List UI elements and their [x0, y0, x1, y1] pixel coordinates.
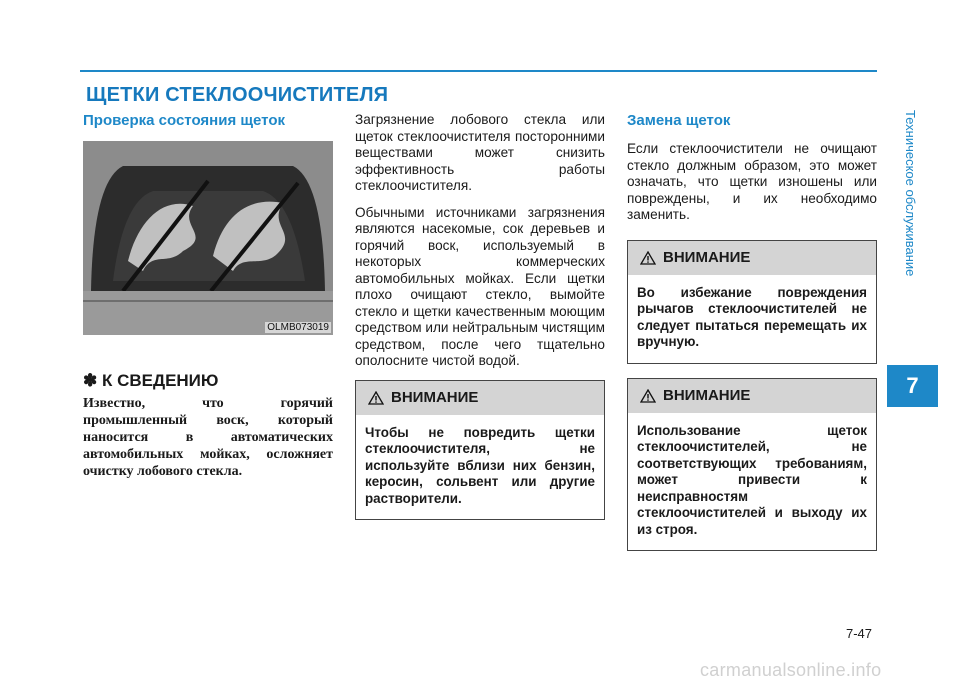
- warning-triangle-icon: [640, 251, 656, 265]
- notice-text: Известно, что горячий промышленный воск, который наносится в автоматических автомобильных мойках, осложняет очистку лобового стекла.: [83, 396, 333, 479]
- caution-title: ВНИМАНИЕ: [663, 387, 751, 404]
- caution-box-solvents: [355, 380, 605, 521]
- caution-text: Во избежание повреждения рычагов стеклоочистителей не следует пытаться перемещать их вручную.: [637, 284, 867, 349]
- caution-title: ВНИМАНИЕ: [391, 389, 479, 406]
- chapter-name: Техническое обслуживание: [903, 110, 918, 277]
- caution-header: [356, 381, 604, 415]
- page-number: 7-47: [846, 626, 873, 641]
- windshield-illustration: [83, 141, 333, 335]
- caution-box-nonstandard: [627, 378, 877, 552]
- column-3: [627, 112, 877, 551]
- column-2: [355, 112, 605, 520]
- column-1: [83, 112, 333, 480]
- windshield-drawing: [83, 141, 333, 335]
- caution-box-arms: [627, 240, 877, 364]
- caution-text: Чтобы не повредить щетки стеклоочистителя, не используйте вблизи них бензин, керосин, сольвент или другие растворители.: [365, 424, 595, 506]
- image-code: OLMB073019: [267, 322, 329, 333]
- caution-text: Использование щеток стеклоочистителей, не соответствующих требованиям, может привести к неисправностям стеклоочистителей и выходу их из строя.: [637, 422, 867, 537]
- warning-triangle-icon: [640, 389, 656, 403]
- section-title: ЩЕТКИ СТЕКЛООЧИСТИТЕЛЯ: [86, 84, 389, 106]
- watermark: carmanualsonline.info: [700, 660, 882, 680]
- caution-header: [628, 379, 876, 413]
- caution-header: [628, 241, 876, 275]
- paragraph-replace: Если стеклоочистители не очищают стекло должным образом, это может означать, что щетки изношены или повреждены, и их необходимо заменить.: [627, 141, 877, 222]
- subhead-replace-blades: Замена щеток: [627, 112, 731, 129]
- paragraph-contamination: Загрязнение лобового стекла или щеток стеклоочистителя посторонними веществами может снизить эффективность работы стеклоочистителя.: [355, 112, 605, 193]
- subhead-check-blades: Проверка состояния щеток: [83, 112, 285, 129]
- paragraph-sources: Обычными источниками загрязнения являются насекомые, сок деревьев и горячий воск, используемый в некоторых коммерческих автомобильных мойках. Если щетки плохо очищают стекло, вымойте стекло и щетки качественным моющим средством или нейтральным чистящим средством, после чего тщательно ополосните чистой водой.: [355, 204, 605, 368]
- top-rule: [80, 70, 877, 72]
- warning-triangle-icon: [368, 391, 384, 405]
- chapter-number-tab: 7: [887, 365, 938, 407]
- caution-title: ВНИМАНИЕ: [663, 249, 751, 266]
- notice-title: ✽ К СВЕДЕНИЮ: [83, 371, 219, 390]
